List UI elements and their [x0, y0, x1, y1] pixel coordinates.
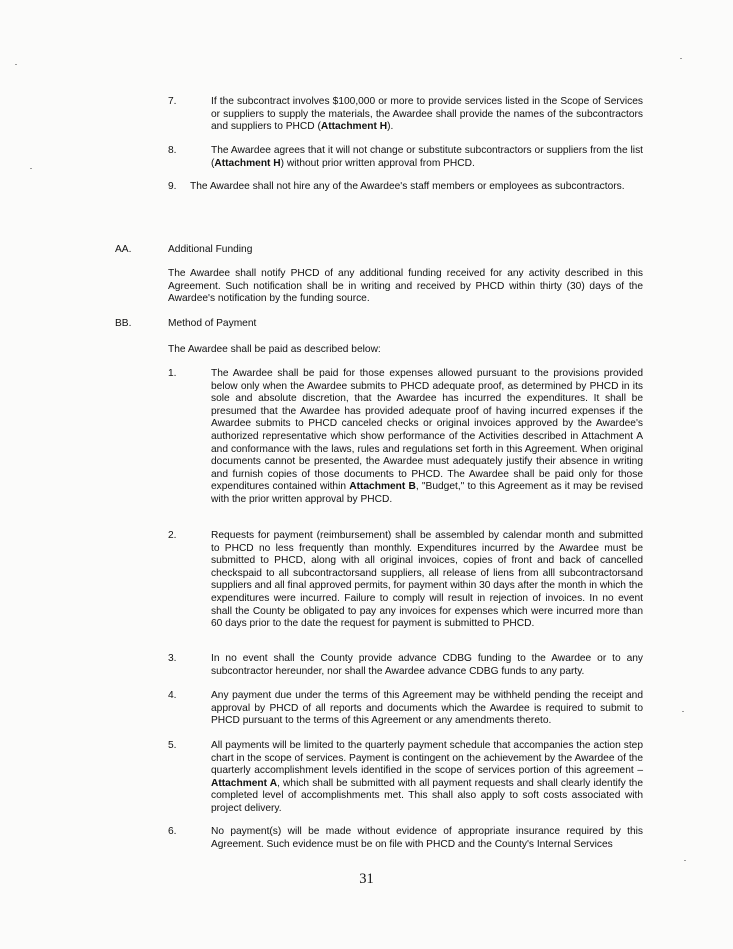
item-number: 1. — [168, 368, 177, 379]
section-body: The Awardee shall notify PHCD of any additional funding received for any activity described in this Agreement. Such notification shall be in writing and received by PHCD within thirty (30) days of the Awardee's notification by the funding source. — [168, 268, 643, 305]
payment-item-4-text: Any payment due under the terms of this Agreement may be withheld pending the receipt and approval by PHCD of all reports and documents which the Awardee is required to submit to PHCD pursuant to the terms of this Agreement or any amendments thereto. — [211, 690, 643, 727]
item-number: 4. — [168, 690, 177, 701]
section-heading: Method of Payment — [168, 318, 257, 329]
item-9-text: The Awardee shall not hire any of the Awardee's staff members or employees as subcontractors. — [190, 181, 625, 192]
scan-speck — [30, 168, 32, 169]
item-number: 8. — [168, 145, 177, 156]
item-number: 3. — [168, 653, 177, 664]
item-7-text: If the subcontract involves $100,000 or more to provide services listed in the Scope of Services or suppliers to supply the materials, the Awardee shall provide the names of the subcontractors and suppliers to PHCD (Attachment H). — [211, 96, 643, 133]
scan-speck — [15, 64, 17, 65]
payment-item-1-text: The Awardee shall be paid for those expenses allowed pursuant to the provisions provided below only when the Awardee submits to PHCD adequate proof, as determined by PHCD in its sole and absolute discretion, that the Awardee has incurred the expenditures. It shall be presumed that the Awardee has provided adequate proof of having incurred expenses if the Awardee submits to PHCD canceled checks or original invoices approved by the Awardee's authorized representative which show performance of the Activities described in Attachment A and conformance with the laws, rules and regulations set forth in this Agreement. When original documents cannot be presented, the Awardee must adequately justify their absence in writing and furnish copies of those documents to PHCD. The Awardee shall be paid only for those expenditures contained within Attachment B, "Budget," to this Agreement as it may be revised with the prior written approval by PHCD. — [211, 368, 643, 505]
item-number: 7. — [168, 96, 177, 107]
item-number: 6. — [168, 826, 177, 837]
item-8-text: The Awardee agrees that it will not change or substitute subcontractors or suppliers from the list (Attachment H) without prior written approval from PHCD. — [211, 145, 643, 169]
item-number: 2. — [168, 530, 177, 541]
item-number: 5. — [168, 740, 177, 751]
section-intro: The Awardee shall be paid as described below: — [168, 344, 381, 355]
item-number: 9. — [168, 181, 177, 192]
payment-item-3-text: In no event shall the County provide advance CDBG funding to the Awardee or to any subcontractor hereunder, nor shall the Awardee advance CDBG funds to any party. — [211, 653, 643, 677]
scan-speck — [682, 711, 684, 712]
scan-speck — [684, 860, 686, 861]
page-number: 31 — [359, 871, 374, 887]
scan-speck — [680, 58, 682, 59]
payment-item-5-text: All payments will be limited to the quarterly payment schedule that accompanies the action step chart in the scope of services. Payment is contingent on the achievement by the Awardee of the quarterly accomplishment levels identified in the scope of services portion of this agreement – Attachment A, which shall be submitted with all payment requests and shall clearly identify the completed level of accomplishments met. This shall also apply to soft costs associated with project delivery. — [211, 740, 643, 814]
section-heading: Additional Funding — [168, 244, 253, 255]
section-label: BB. — [115, 318, 132, 329]
payment-item-2-text: Requests for payment (reimbursement) shall be assembled by calendar month and submitted to PHCD no less frequently than monthly. Expenditures incurred by the Awardee must be submitted to PHCD, along with all original invoices, copies of front and back of cancelled checkspaid to all subcontractorsand suppliers, all release of liens from alll subcontractorsand suppliers and all final approved permits, for payment within 30 days after the month in which the expenditures were incurred. Failure to comply will result in rejection of invoices. In no event shall the County be obligated to pay any invoices for expenses which were incurred more than 60 days prior to the date the request for payment is submitted to PHCD. — [211, 530, 643, 630]
payment-item-6-text: No payment(s) will be made without evidence of appropriate insurance required by this Agreement. Such evidence must be on file with PHCD and the County's Internal Services — [211, 826, 643, 850]
section-label: AA. — [115, 244, 132, 255]
